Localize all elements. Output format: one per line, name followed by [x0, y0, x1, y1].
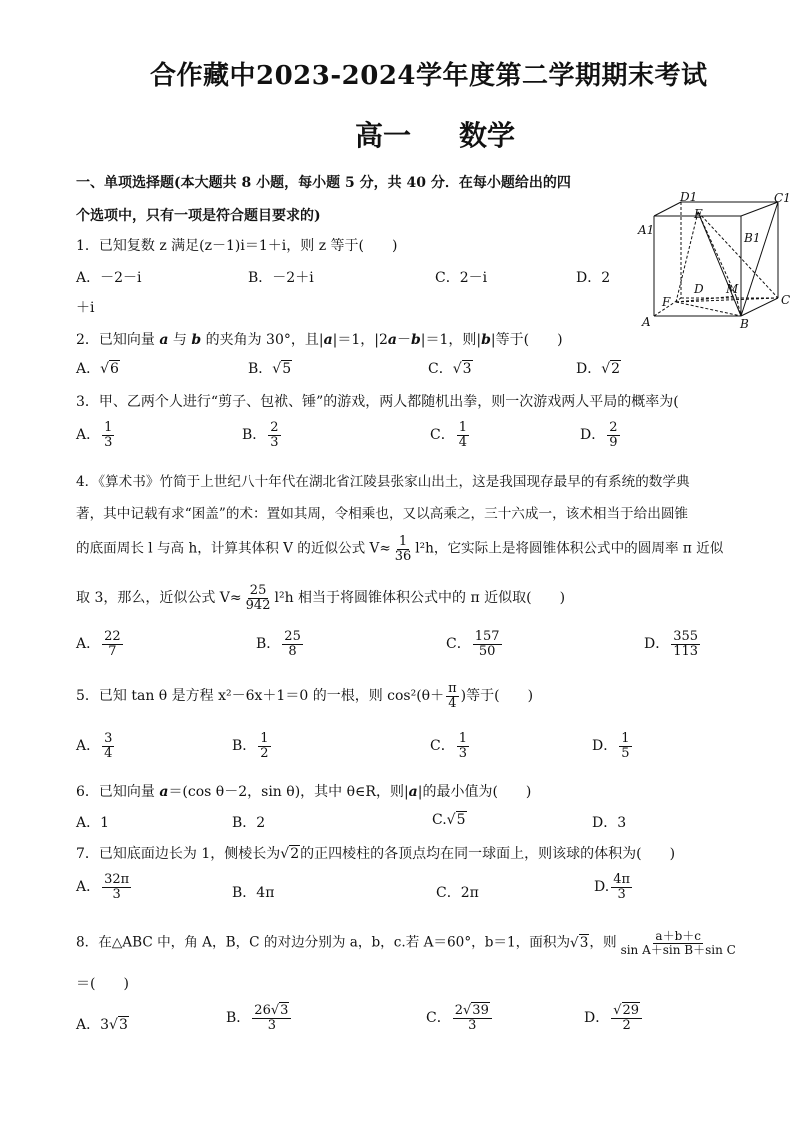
q3-option-a: A． $\frac{1}{3}$	[76, 420, 113, 450]
q1-option-c: C．2－i	[435, 270, 488, 286]
q7-option-d: D. $\frac{4\pi}{3}$	[594, 872, 631, 902]
q1-option-a: A．－2－i	[76, 270, 142, 286]
q4-line2: 著，其中记载有求“囷盖”的术：置如其周，令相乘也，又以高乘之，三十六成一，该术相当于给出圆锥	[76, 506, 689, 522]
section1-heading-line1: 一、单项选择题(本大题共 8 小题，每小题 5 分，共 40 分．在每小题给出的四	[76, 175, 571, 191]
q8-option-b: B． $\frac{26√3}{3}$	[226, 1004, 293, 1032]
q2-option-b: B．√5	[248, 361, 292, 377]
q8-stem: 8．在△ABC 中，角 A，B，C 的对边分别为 a，b，c.若 A＝60°，b＝1，面积为√3，则 $\frac{a+b+c}{\text{sin A＋sin B＋sin C}}$	[76, 929, 736, 957]
subject-label: 数学	[459, 119, 516, 152]
q6-option-a: A．1	[76, 815, 110, 831]
section1-heading-line2: 个选项中，只有一项是符合题目要求的)	[76, 208, 321, 224]
q8-stem-cont: ＝( )	[76, 976, 129, 992]
q7-option-c: C．2π	[436, 885, 479, 901]
label-b1: B1	[744, 231, 761, 245]
q4-option-b: B． $\frac{25}{8}$	[256, 629, 301, 659]
q2-option-c: C．√3	[428, 361, 472, 377]
label-c: C	[781, 293, 791, 307]
q2-option-a: A．√6	[76, 361, 119, 377]
q6-stem: 6．已知向量 a＝(cos θ－2，sin θ)，其中 θ∈R，则|a|的最小值为( )	[76, 784, 532, 800]
label-a: A	[642, 315, 651, 329]
q5-stem: 5．已知 tan θ 是方程 x²－6x＋1＝0 的一根，则 cos²(θ＋ $\frac{\pi}{4}$ )等于( )	[76, 681, 534, 711]
q3-stem: 3．甲、乙两个人进行“剪子、包袱、锤”的游戏，两人都随机出拳，则一次游戏两人平局的概率为(	[76, 394, 679, 410]
q1-option-d: D．2	[576, 270, 611, 286]
exam-title: 合作藏中2023-2024学年度第二学期期末考试	[150, 61, 708, 91]
q7-stem: 7．已知底面边长为 1，侧棱长为√2的正四棱柱的各顶点均在同一球面上，则该球的体积为( )	[76, 846, 676, 862]
q4-line4: 取 3，那么，近似公式 V≈ $\frac{25}{942}$ l²h 相当于将圆锥体积公式中的 π 近似取( )	[76, 583, 566, 613]
q4-line3: 的底面周长 l 与高 h，计算其体积 V 的近似公式 V≈ $\frac{1}{36}$ l²h，它实际上是将圆锥体积公式中的圆周率 π 近似	[76, 534, 724, 564]
q5-option-d: D． $\frac{1}{5}$	[592, 731, 630, 761]
q6-option-c: C.√5	[432, 812, 466, 828]
label-d: D	[694, 282, 704, 296]
label-c1: C1	[774, 191, 791, 205]
label-b: B	[740, 317, 749, 331]
q3-option-b: B． $\frac{2}{3}$	[242, 420, 279, 450]
q8-option-c: C． $\frac{2√39}{3}$	[426, 1004, 494, 1032]
q8-option-a: A．3√3	[76, 1017, 128, 1033]
q5-option-c: C． $\frac{1}{3}$	[430, 731, 467, 761]
label-a1: A1	[638, 223, 655, 237]
label-d1: D1	[680, 190, 698, 204]
grade-label: 高一	[355, 119, 412, 152]
q1-stem: 1．已知复数 z 满足(z－1)i＝1＋i，则 z 等于( )	[76, 238, 398, 254]
q4-option-d: D． $\frac{355}{113}$	[644, 629, 699, 659]
prism-figure	[636, 190, 794, 335]
label-e: E	[694, 207, 703, 221]
q3-option-c: C． $\frac{1}{4}$	[430, 420, 467, 450]
q1-option-d-cont: ＋i	[76, 300, 95, 316]
q5-option-a: A． $\frac{3}{4}$	[76, 731, 113, 761]
q1-option-b: B．－2＋i	[248, 270, 314, 286]
q7-option-b: B．4π	[232, 885, 275, 901]
q6-option-d: D．3	[592, 815, 627, 831]
label-m: M	[726, 282, 739, 296]
q5-option-b: B． $\frac{1}{2}$	[232, 731, 269, 761]
q8-option-d: D． $\frac{√29}{2}$	[584, 1004, 644, 1032]
label-f: F	[662, 295, 671, 309]
q4-option-a: A． $\frac{22}{7}$	[76, 629, 121, 659]
q2-stem: 2．已知向量 a 与 b 的夹角为 30°，且|a|＝1，|2a－b|＝1，则|b|等于( )	[76, 332, 563, 348]
q7-option-a: A． $\frac{32\pi}{3}$	[76, 872, 130, 902]
q4-option-c: C． $\frac{157}{50}$	[446, 629, 500, 659]
q2-option-d: D．√2	[576, 361, 621, 377]
exam-subtitle	[355, 114, 515, 154]
q3-option-d: D． $\frac{2}{9}$	[580, 420, 618, 450]
q6-option-b: B．2	[232, 815, 266, 831]
q4-line1: 4．《算术书》竹简于上世纪八十年代在湖北省江陵县张家山出土，这是我国现存最早的有系统的数学典	[76, 474, 690, 490]
